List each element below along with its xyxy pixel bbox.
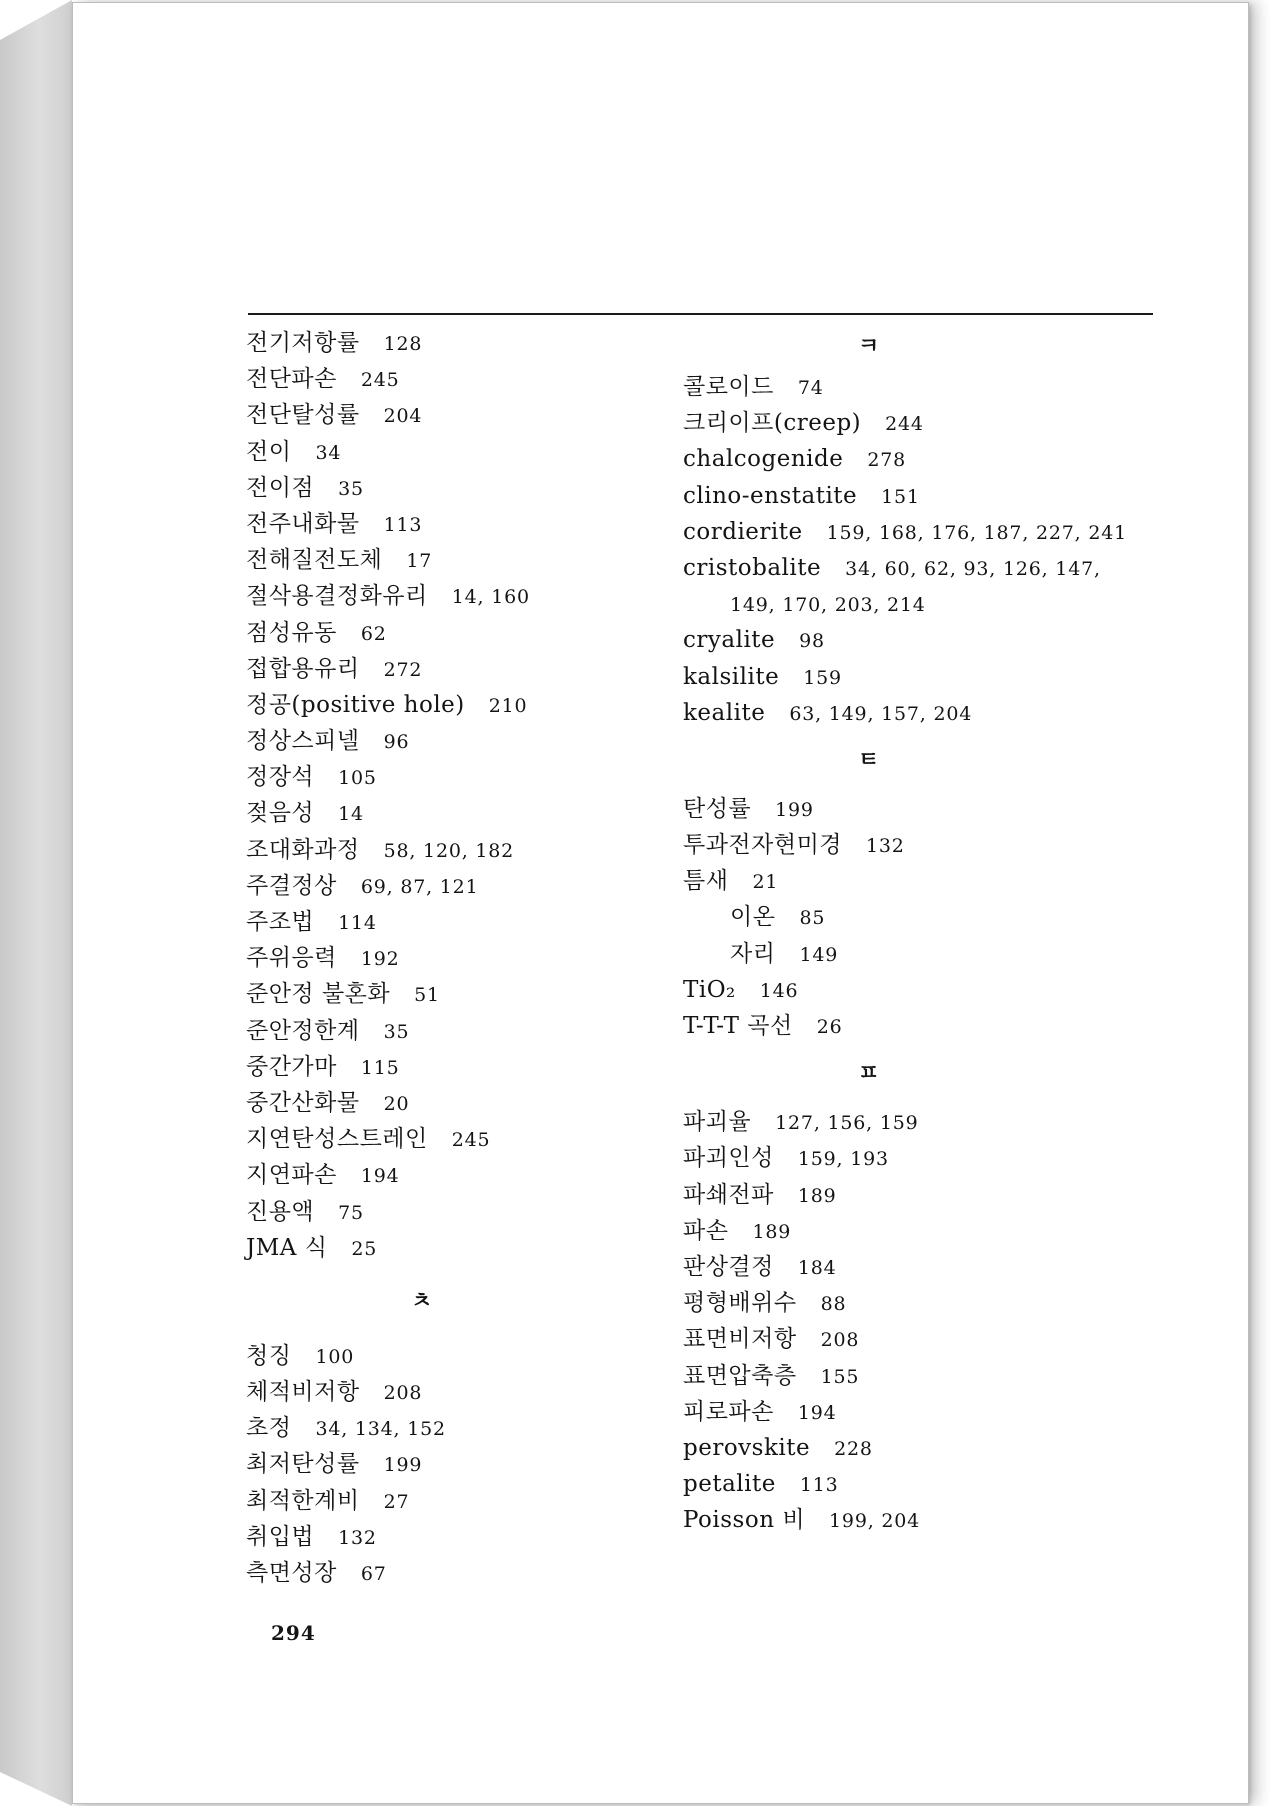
index-term: cordierite — [683, 518, 803, 545]
index-page-refs: 189 — [797, 1184, 837, 1207]
index-entry — [246, 832, 666, 868]
index-entry — [683, 1140, 1163, 1176]
index-term: 주조법 — [246, 909, 315, 935]
index-entry — [683, 1249, 1163, 1285]
index-term: 최적한계비 — [246, 1487, 360, 1514]
index-entry — [246, 1555, 666, 1591]
index-entry — [246, 651, 666, 687]
index-page-refs: 21 — [752, 871, 779, 894]
section-heading: ㅋ — [858, 334, 880, 359]
index-page-refs: 96 — [383, 731, 410, 754]
index-list-left-bottom — [246, 1338, 666, 1591]
index-entry — [246, 397, 666, 433]
index-entry — [246, 434, 666, 470]
book-page — [72, 2, 1249, 1804]
index-page-refs: 67 — [360, 1563, 387, 1585]
index-entry — [246, 506, 666, 542]
index-entry — [683, 405, 1163, 441]
index-page-refs: 151 — [881, 485, 920, 508]
index-page-refs: 69, 87, 121 — [360, 875, 479, 898]
index-page-refs: 20 — [383, 1092, 410, 1115]
index-entry — [246, 1049, 666, 1085]
index-term: 정장석 — [246, 764, 315, 791]
index-term: 틈새 — [683, 868, 729, 895]
index-term: 전이점 — [246, 474, 315, 501]
index-term: 판상결정 — [683, 1253, 774, 1280]
index-term: 주위응력 — [246, 945, 337, 972]
index-page-refs: 75 — [338, 1201, 364, 1224]
index-page-refs: 189 — [752, 1220, 792, 1243]
index-page-refs: 204 — [383, 405, 423, 428]
index-page-refs: 194 — [360, 1165, 400, 1188]
index-term: 중간산화물 — [246, 1089, 360, 1116]
index-term: 주결정상 — [246, 872, 337, 899]
index-term: 준안정 불혼화 — [246, 981, 391, 1008]
index-page-refs: 74 — [797, 377, 824, 399]
index-term: 콜로이드 — [683, 374, 774, 400]
section-heading: ㅌ — [858, 747, 880, 773]
index-term: 전해질전도체 — [246, 547, 383, 574]
index-term: 표면압축층 — [683, 1362, 797, 1389]
index-term: 피로파손 — [683, 1398, 774, 1425]
index-entry — [246, 1338, 666, 1374]
index-column-right — [683, 325, 1163, 1538]
index-term: 이온 — [730, 904, 776, 931]
index-term: 청징 — [246, 1342, 292, 1369]
index-page-refs: 113 — [799, 1474, 839, 1497]
index-term: T-T-T 곡선 — [683, 1013, 793, 1039]
index-page-refs: 113 — [383, 513, 423, 536]
index-entry — [683, 1104, 1163, 1140]
index-entry — [246, 904, 666, 940]
index-entry — [683, 1394, 1163, 1430]
index-entry — [246, 687, 666, 723]
index-entry — [683, 1502, 1163, 1538]
index-entry — [246, 1157, 666, 1193]
index-page-refs: 34 — [315, 441, 342, 464]
index-entry — [683, 936, 1163, 972]
index-entry — [683, 827, 1163, 863]
index-term: 측면성장 — [246, 1560, 337, 1586]
index-entry — [246, 868, 666, 904]
index-entry — [683, 1008, 1163, 1044]
index-entry — [246, 1121, 666, 1157]
index-page-refs: 35 — [338, 477, 364, 500]
index-page-refs: 278 — [867, 449, 907, 472]
page-number: 294 — [271, 1621, 316, 1645]
index-entry — [246, 1374, 666, 1410]
index-term: 접합용유리 — [246, 655, 360, 682]
index-entry — [683, 899, 1163, 935]
index-term: 취입법 — [246, 1523, 315, 1550]
index-page-refs: 128 — [383, 333, 423, 355]
index-entry — [246, 542, 666, 578]
index-term: 자리 — [730, 940, 776, 967]
index-page-refs: 245 — [451, 1129, 491, 1152]
index-page-refs: 127, 156, 159 — [775, 1112, 919, 1135]
index-entry — [246, 1519, 666, 1555]
index-entry — [683, 586, 1163, 622]
index-term: 탄성률 — [683, 795, 752, 822]
index-term: 정공(positive hole) — [246, 691, 465, 718]
index-entry — [246, 1013, 666, 1049]
index-term: 파괴인성 — [683, 1145, 774, 1172]
index-page-refs: 14, 160 — [451, 586, 530, 609]
index-term: 정상스피넬 — [246, 728, 360, 755]
index-entry — [246, 1194, 666, 1230]
index-list-left-top — [246, 325, 666, 1266]
index-term: perovskite — [683, 1434, 811, 1461]
index-term: 체적비저항 — [246, 1379, 360, 1406]
index-page-refs: 210 — [488, 694, 528, 717]
index-page-refs: 149, 170, 203, 214 — [730, 594, 926, 617]
index-page-refs: 208 — [383, 1382, 423, 1405]
index-page-refs: 34, 60, 62, 93, 126, 147, — [845, 557, 1101, 580]
index-entry — [683, 1321, 1163, 1357]
index-page-refs: 192 — [360, 948, 400, 971]
index-term: 표면비저항 — [683, 1326, 797, 1353]
index-entry — [246, 795, 666, 831]
index-page-refs: 98 — [799, 630, 825, 653]
index-page-refs: 88 — [820, 1293, 847, 1316]
index-page-refs: 100 — [315, 1345, 355, 1368]
index-entry — [683, 550, 1163, 586]
index-term: 전기저항률 — [246, 330, 360, 356]
index-entry — [683, 369, 1163, 405]
index-page-refs: 155 — [820, 1365, 860, 1388]
index-term: 젖음성 — [246, 800, 315, 827]
index-term: 최저탄성률 — [246, 1451, 360, 1478]
index-page-refs: 208 — [820, 1329, 860, 1352]
index-term: 중간가마 — [246, 1053, 337, 1080]
index-term: 전주내화물 — [246, 510, 360, 537]
index-term: Poisson 비 — [683, 1507, 806, 1534]
index-page-refs: 199, 204 — [829, 1510, 921, 1533]
index-entry — [683, 1177, 1163, 1213]
index-term: 준안정한계 — [246, 1017, 360, 1044]
index-term: 지연파손 — [246, 1162, 337, 1189]
index-entry — [246, 361, 666, 397]
index-entry — [683, 972, 1163, 1008]
index-page-refs: 115 — [360, 1056, 400, 1079]
index-page-refs: 194 — [797, 1401, 837, 1424]
index-page-refs: 244 — [885, 413, 924, 436]
index-entry — [246, 723, 666, 759]
index-page-refs: 14 — [338, 803, 364, 826]
book-spine — [0, 0, 72, 1806]
section-heading: ㅍ — [858, 1061, 880, 1087]
index-entry — [246, 325, 666, 361]
index-page-refs: 27 — [383, 1490, 410, 1513]
index-term: 초정 — [246, 1415, 292, 1442]
index-term: TiO₂ — [683, 976, 736, 1003]
index-entry — [683, 1358, 1163, 1394]
index-page-refs: 159, 193 — [797, 1148, 889, 1171]
index-page-refs: 184 — [797, 1256, 837, 1279]
index-term: petalite — [683, 1471, 776, 1498]
index-entry — [246, 578, 666, 614]
index-page-refs: 272 — [383, 658, 423, 681]
index-entry — [683, 863, 1163, 899]
index-term: cryalite — [683, 627, 776, 654]
index-entry — [683, 659, 1163, 695]
index-page-refs: 35 — [383, 1020, 410, 1043]
index-entry — [683, 622, 1163, 658]
index-term: 파괴율 — [683, 1109, 752, 1136]
index-page-refs: 132 — [338, 1526, 377, 1549]
index-page-refs: 146 — [759, 979, 799, 1002]
index-entry — [683, 1430, 1163, 1466]
index-page-refs: 159 — [803, 666, 842, 689]
index-page-refs: 149 — [799, 943, 839, 966]
index-term: 투과전자현미경 — [683, 832, 843, 859]
index-term: cristobalite — [683, 554, 822, 581]
index-entry — [246, 1410, 666, 1446]
index-page-refs: 51 — [414, 984, 440, 1007]
index-entry — [246, 1230, 666, 1266]
index-page-refs: 228 — [834, 1437, 873, 1460]
index-term: 전단파손 — [246, 366, 337, 393]
index-entry — [246, 615, 666, 651]
index-entry — [683, 791, 1163, 827]
index-page-refs: 85 — [799, 907, 826, 930]
index-term: 조대화과정 — [246, 836, 360, 863]
index-term: kealite — [683, 699, 766, 726]
index-entry — [683, 695, 1163, 731]
index-term: chalcogenide — [683, 446, 844, 473]
index-entry — [246, 1483, 666, 1519]
index-column-left — [246, 325, 666, 1591]
index-page-refs: 159, 168, 176, 187, 227, 241 — [826, 521, 1128, 544]
index-term: 점성유동 — [246, 619, 337, 646]
index-entry — [683, 1285, 1163, 1321]
index-page-refs: 62 — [360, 622, 387, 645]
index-term: 진용액 — [246, 1198, 315, 1225]
index-term: clino-enstatite — [683, 482, 858, 509]
index-term: 파쇄전파 — [683, 1181, 774, 1208]
index-term: 지연탄성스트레인 — [246, 1126, 428, 1153]
section-heading-chieut: ㅊ — [411, 1288, 433, 1314]
index-term: 절삭용결정화유리 — [246, 583, 428, 610]
index-term: 전이 — [246, 438, 292, 465]
index-page-refs: 199 — [383, 1454, 423, 1477]
index-page-refs: 17 — [406, 550, 433, 573]
index-page-refs: 26 — [816, 1016, 843, 1038]
index-page-refs: 105 — [338, 767, 377, 790]
index-entry — [683, 441, 1163, 477]
index-page-refs: 63, 149, 157, 204 — [789, 702, 973, 725]
index-term: 파손 — [683, 1217, 729, 1244]
index-term: 평형배위수 — [683, 1290, 797, 1317]
index-term: JMA 식 — [246, 1234, 328, 1261]
index-page-refs: 245 — [360, 369, 400, 392]
index-page-refs: 34, 134, 152 — [315, 1418, 446, 1441]
index-page-refs: 25 — [351, 1237, 378, 1260]
index-entry — [246, 759, 666, 795]
index-entry — [246, 940, 666, 976]
index-entry — [246, 1446, 666, 1482]
index-entry — [246, 470, 666, 506]
index-entry — [683, 1466, 1163, 1502]
index-page-refs: 114 — [338, 912, 377, 934]
index-term: kalsilite — [683, 663, 780, 690]
index-page-refs: 58, 120, 182 — [383, 839, 515, 862]
index-entry — [683, 478, 1163, 514]
index-entry — [246, 1085, 666, 1121]
index-term: 전단탈성률 — [246, 402, 360, 429]
index-entry — [246, 976, 666, 1012]
index-page-refs: 199 — [775, 798, 814, 821]
index-entry — [683, 1213, 1163, 1249]
index-page-refs: 132 — [866, 835, 905, 858]
index-entry — [683, 514, 1163, 550]
index-term: 크리이프(creep) — [683, 410, 862, 437]
header-rule — [248, 313, 1153, 315]
